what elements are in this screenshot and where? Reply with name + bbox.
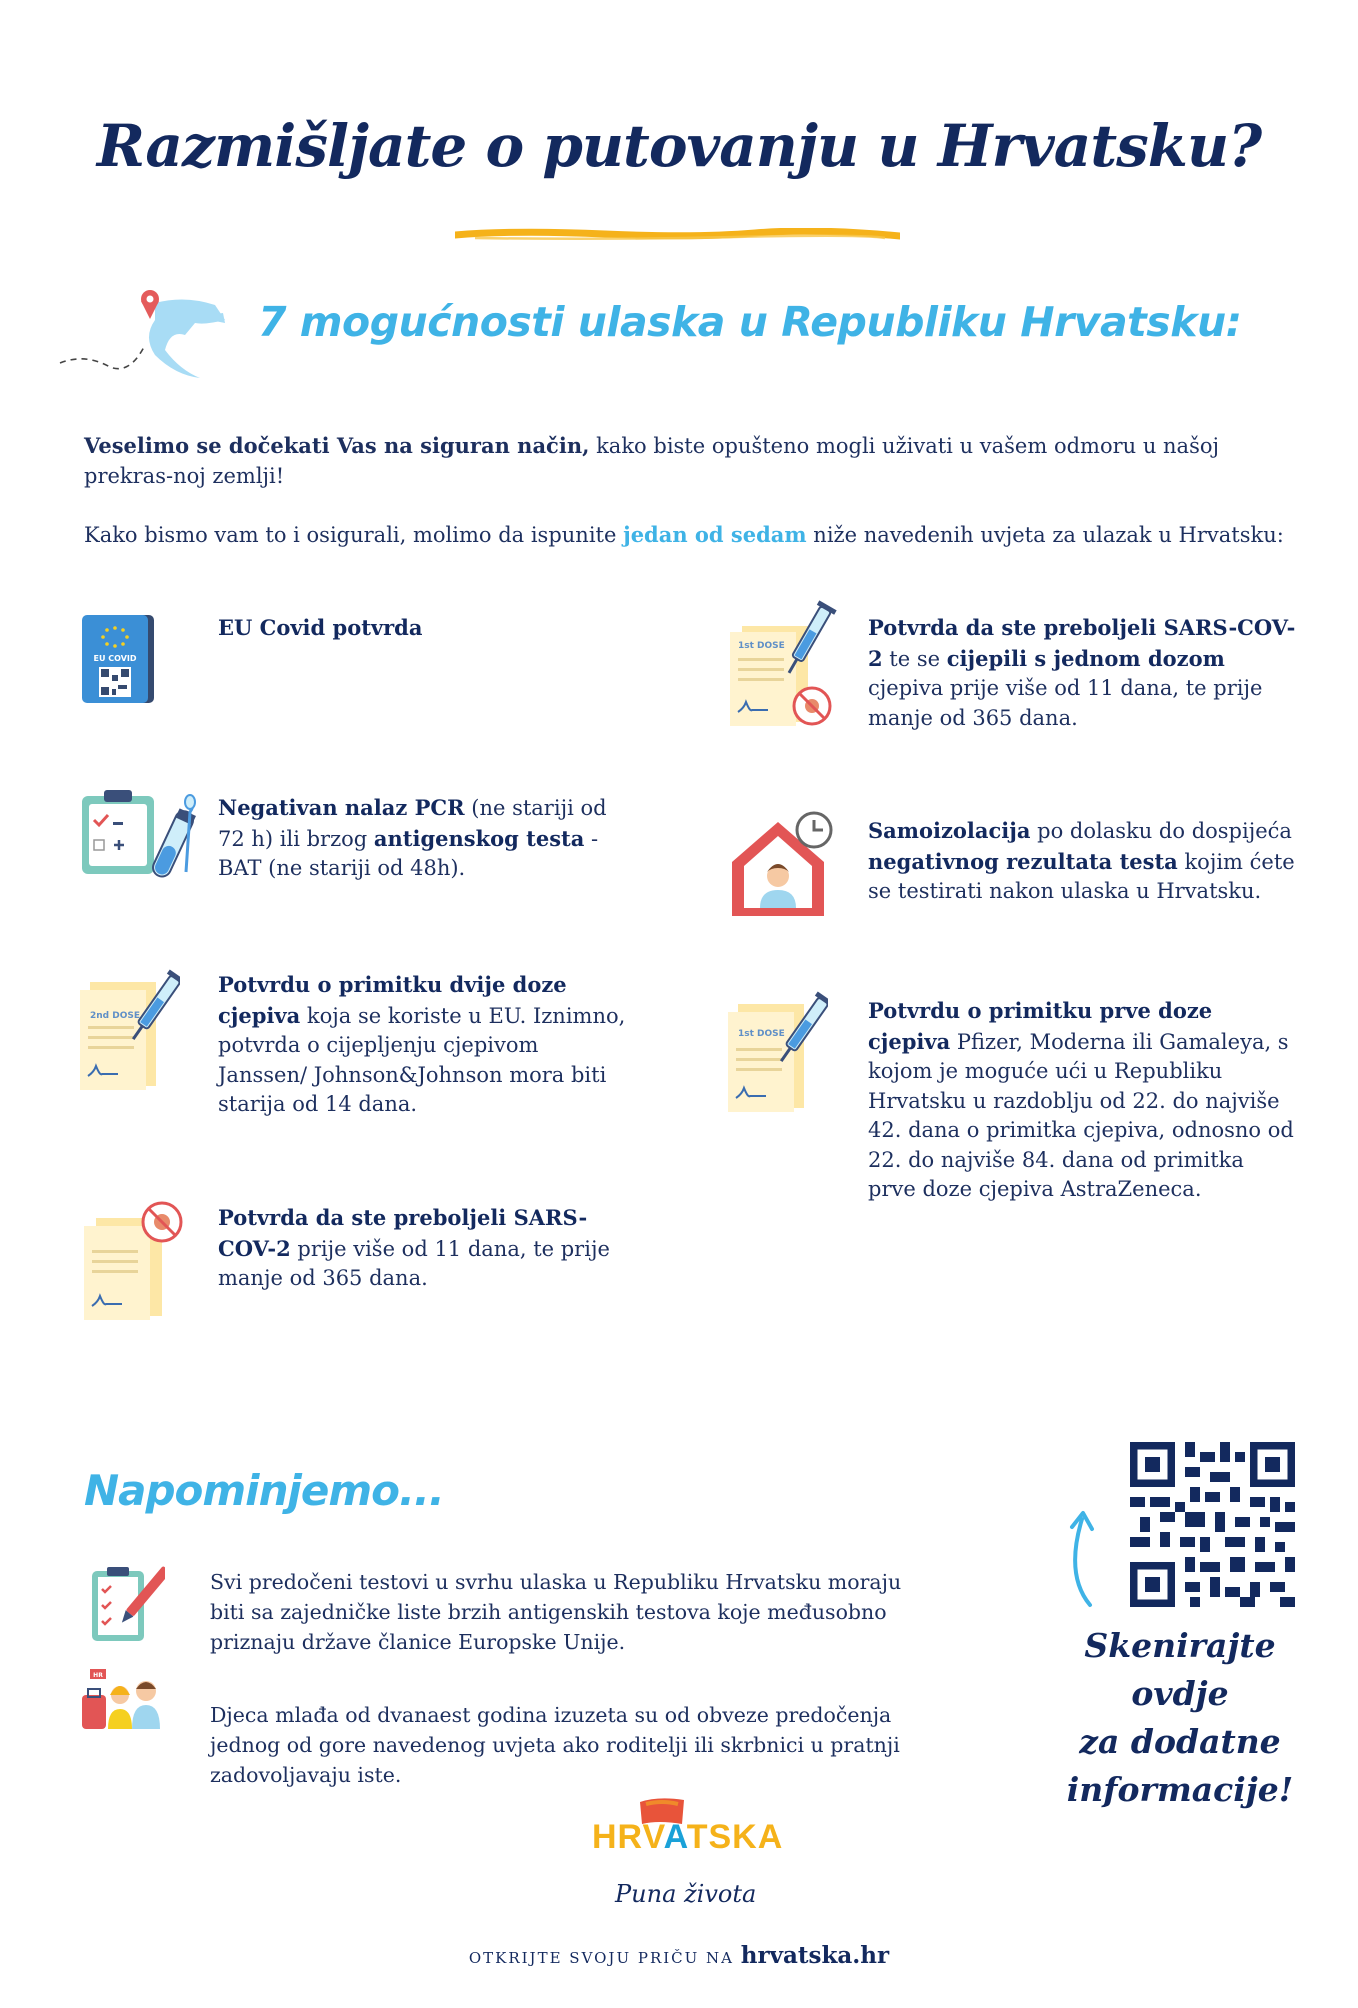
option-2-bold-a: Negativan nalaz PCR <box>218 795 465 820</box>
footer <box>0 1942 1358 1969</box>
page-title: Razmišljate o putovanju u Hrvatsku? <box>96 112 1262 180</box>
family-travel-icon <box>80 1665 172 1731</box>
option-2-text-b: - BAT (ne stariji od 48h). <box>218 826 599 880</box>
option-5-bold-a: Potvrda da ste preboljeli SARS-COV-2 <box>868 615 1296 671</box>
option-6-bold-a: Samoizolacija <box>868 818 1031 843</box>
eu-covid-certificate-icon <box>82 615 156 703</box>
option-6-text <box>868 816 1298 907</box>
option-7-text <box>868 996 1298 1205</box>
one-dose-recovery-icon <box>728 600 840 730</box>
hr-flag-label: HR <box>93 1672 103 1679</box>
option-3-text <box>218 970 628 1120</box>
option-2-bold-b: antigenskog testa <box>373 825 585 851</box>
intro-paragraph-2 <box>84 520 1284 550</box>
two-doses-document-icon <box>80 968 180 1090</box>
option-4-text <box>218 1203 628 1294</box>
option-3-bold: Potvrdu o primitku dvije doze cjepiva <box>218 972 567 1028</box>
notes-heading: Napominjemo... <box>84 1466 444 1515</box>
self-isolation-house-icon <box>728 810 838 920</box>
intro2-highlight: jedan od sedam <box>623 522 807 547</box>
footer-prefix: OTKRIJTE SVOJU PRIČU NA <box>468 1949 741 1967</box>
intro-bold: Veselimo se dočekati Vas na siguran način, <box>84 433 590 458</box>
logo-part-2: A <box>663 1818 687 1856</box>
hrvatska-logo[interactable] <box>592 1818 783 1857</box>
logo-part-3: TSKA <box>686 1818 784 1856</box>
intro-paragraph <box>84 431 1274 491</box>
option-4-bold: Potvrda da ste preboljeli SARS-COV-2 <box>218 1205 588 1261</box>
intro2-text-b: niže navedenih uvjeta za ulazak u Hrvatsku: <box>806 523 1284 547</box>
section-subtitle: 7 mogućnosti ulaska u Republiku Hrvatsku: <box>258 298 1242 346</box>
recovery-document-icon <box>82 1200 187 1320</box>
test-clipboard-icon <box>80 788 198 893</box>
option-2-text <box>218 793 628 884</box>
qr-code[interactable] <box>1130 1442 1295 1607</box>
eu-covid-label: EU COVID <box>93 654 137 663</box>
option-6-text-b: kojim ćete se testirati nakon ulaska u Hrvatsku. <box>868 849 1295 903</box>
note-2: Djeca mlađa od dvanaest godina izuzeta su od obveze predočenja jednog od gore navedenog uvjeta ako roditelji ili skrbnici u pratnji zadovoljavaju iste. <box>210 1703 900 1787</box>
scan-instruction <box>1040 1622 1320 1814</box>
brush-stroke-decoration <box>455 228 900 242</box>
option-6-bold-b: negativnog rezultata testa <box>868 848 1178 874</box>
option-3-text-a: koja se koriste u EU. Iznimno, potvrda o cijepljenju cjepivom Janssen/ Johnson&Johnson mora biti starija od 14 dana. <box>218 1003 626 1116</box>
curved-arrow-icon <box>1060 1505 1110 1610</box>
option-5-bold-b: cijepili s jednom dozom <box>946 645 1225 671</box>
first-dose-label-b: 1st DOSE <box>738 1029 785 1039</box>
logo-tagline: Puna života <box>615 1880 757 1908</box>
option-7-bold: Potvrdu o primitku prve doze cjepiva <box>868 998 1213 1054</box>
footer-site-link[interactable]: hrvatska.hr <box>740 1942 890 1969</box>
scan-line-3: informacije! <box>1066 1770 1294 1809</box>
option-6-text-a: po dolasku do dospijeća <box>1030 819 1292 843</box>
option-4-text-a: prije više od 11 dana, te prije manje od 365 dana. <box>218 1236 610 1290</box>
option-1-text <box>218 613 618 644</box>
intro-text: kako biste opušteno mogli uživati u vašem odmoru u našoj prekras-noj zemlji! <box>84 434 1220 488</box>
scan-line-2: za dodatne <box>1079 1722 1281 1761</box>
note-1: Svi predočeni testovi u svrhu ulaska u Republiku Hrvatsku moraju biti sa zajedničke liste brzih antigenskih testova koje međusobno priznaju države članice Europske Unije. <box>210 1570 902 1654</box>
checklist-pen-icon <box>90 1565 165 1643</box>
second-dose-label: 2nd DOSE <box>90 1011 140 1021</box>
first-dose-label-a: 1st DOSE <box>738 641 785 651</box>
logo-part-1: HRV <box>592 1818 664 1856</box>
scan-line-1: Skenirajte ovdje <box>1084 1626 1276 1713</box>
option-5-text-b: cjepiva prije više od 11 dana, te prije manje od 365 dana. <box>868 676 1263 730</box>
intro2-text-a: Kako bismo vam to i osigurali, molimo da ispunite <box>84 523 624 547</box>
croatia-map-icon <box>55 275 230 385</box>
first-dose-document-icon <box>728 990 828 1112</box>
option-5-text-a: te se <box>882 646 947 671</box>
option-5-text <box>868 613 1298 733</box>
option-1-bold: EU Covid potvrda <box>218 615 423 640</box>
option-7-text-a: Pfizer, Moderna ili Gamaleya, s kojom je moguće ući u Republiku Hrvatsku u razdoblju od 22. do najviše 42. dana o primitka cjepiva, odnosno od 22. do najviše 84. dana od primitka prve doze cjepiva AstraZeneca. <box>868 1029 1294 1201</box>
option-2-text-a: (ne stariji od 72 h) ili brzog <box>218 796 607 851</box>
